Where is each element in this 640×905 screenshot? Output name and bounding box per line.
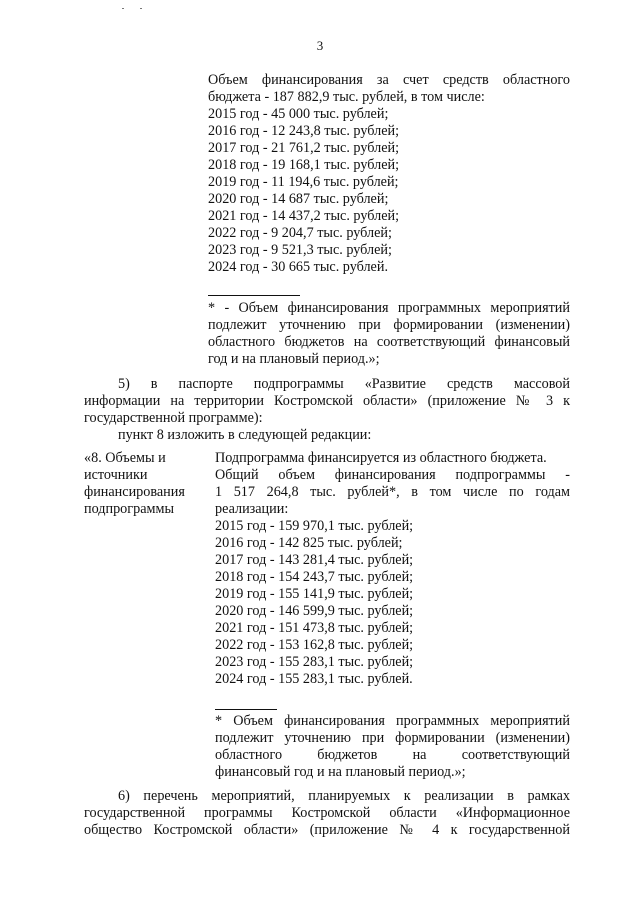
footnote-line: финансовый год и на плановый период.»; <box>215 764 466 780</box>
list-item: 2023 год - 155 283,1 тыс. рублей; <box>215 654 414 670</box>
text-line: пункт 8 изложить в следующей редакции: <box>118 427 372 443</box>
footnote-line: подлежит уточнению при формировании (изменении) <box>208 317 570 333</box>
table-left-column <box>84 450 204 518</box>
table-right-column <box>215 450 570 688</box>
list-item: 2015 год - 45 000 тыс. рублей; <box>208 106 389 122</box>
list-item: 2019 год - 155 141,9 тыс. рублей; <box>215 586 414 602</box>
list-item: 2017 год - 21 761,2 тыс. рублей; <box>208 140 400 156</box>
footnote-separator <box>208 295 300 296</box>
list-item: 2018 год - 154 243,7 тыс. рублей; <box>215 569 414 585</box>
text-line: государственной программы Костромской области «Информационное <box>84 805 570 821</box>
footnote-line: областного бюджетов на соответствующий финансовый <box>208 334 570 350</box>
table-cell-line: реализации: <box>215 501 289 517</box>
funding-years-list <box>208 106 570 276</box>
item-5-paragraph <box>84 376 570 444</box>
table-cell-line: «8. Объемы и <box>84 450 166 466</box>
footnote-line: * - Объем финансирования программных мероприятий <box>208 300 570 316</box>
footnote-line: * Объем финансирования программных мероприятий <box>215 713 570 729</box>
text-line: 5) в паспорте подпрограммы «Развитие средств массовой <box>118 376 570 392</box>
list-item: 2016 год - 142 825 тыс. рублей; <box>215 535 403 551</box>
list-item: 2018 год - 19 168,1 тыс. рублей; <box>208 157 400 173</box>
list-item: 2022 год - 9 204,7 тыс. рублей; <box>208 225 392 241</box>
list-item: 2015 год - 159 970,1 тыс. рублей; <box>215 518 414 534</box>
list-item: 2024 год - 30 665 тыс. рублей. <box>208 259 388 275</box>
scan-speck <box>122 8 124 9</box>
footnote <box>208 300 570 368</box>
table-cell-line: 1 517 264,8 тыс. рублей*, в том числе по годам <box>215 484 570 500</box>
footnote-line: областного бюджетов на соответствующий <box>215 747 570 763</box>
table-cell-line: источники <box>84 467 148 483</box>
table-footnote <box>215 713 570 781</box>
table-cell-line: Общий объем финансирования подпрограммы - <box>215 467 570 483</box>
text-line: 6) перечень мероприятий, планируемых к реализации в рамках <box>118 788 570 804</box>
list-item: 2020 год - 14 687 тыс. рублей; <box>208 191 389 207</box>
list-item: 2020 год - 146 599,9 тыс. рублей; <box>215 603 414 619</box>
table-cell-line: финансирования <box>84 484 185 500</box>
list-item: 2023 год - 9 521,3 тыс. рублей; <box>208 242 392 258</box>
list-item: 2019 год - 11 194,6 тыс. рублей; <box>208 174 399 190</box>
text-line: Объем финансирования за счет средств областного <box>208 72 570 88</box>
text-line: государственной программе): <box>84 410 263 426</box>
footnote-line: подлежит уточнению при формировании (изменении) <box>215 730 570 746</box>
list-item: 2021 год - 151 473,8 тыс. рублей; <box>215 620 414 636</box>
footnote-line: год и на плановый период.»; <box>208 351 380 367</box>
page-number: 3 <box>316 38 324 53</box>
list-item: 2022 год - 153 162,8 тыс. рублей; <box>215 637 414 653</box>
text-line: бюджета - 187 882,9 тыс. рублей, в том числе: <box>208 89 485 105</box>
footnote-separator <box>215 709 277 710</box>
text-line: информации на территории Костромской области» (приложение № 3 к <box>84 393 570 409</box>
list-item: 2016 год - 12 243,8 тыс. рублей; <box>208 123 400 139</box>
table-cell-line: подпрограммы <box>84 501 174 517</box>
list-item: 2017 год - 143 281,4 тыс. рублей; <box>215 552 414 568</box>
list-item: 2021 год - 14 437,2 тыс. рублей; <box>208 208 400 224</box>
scan-speck <box>140 8 142 9</box>
funding-intro <box>208 72 570 106</box>
list-item: 2024 год - 155 283,1 тыс. рублей. <box>215 671 413 687</box>
item-6-paragraph <box>84 788 570 839</box>
text-line: общество Костромской области» (приложение № 4 к государственной <box>84 822 570 838</box>
table-cell-line: Подпрограмма финансируется из областного бюджета. <box>215 450 547 466</box>
